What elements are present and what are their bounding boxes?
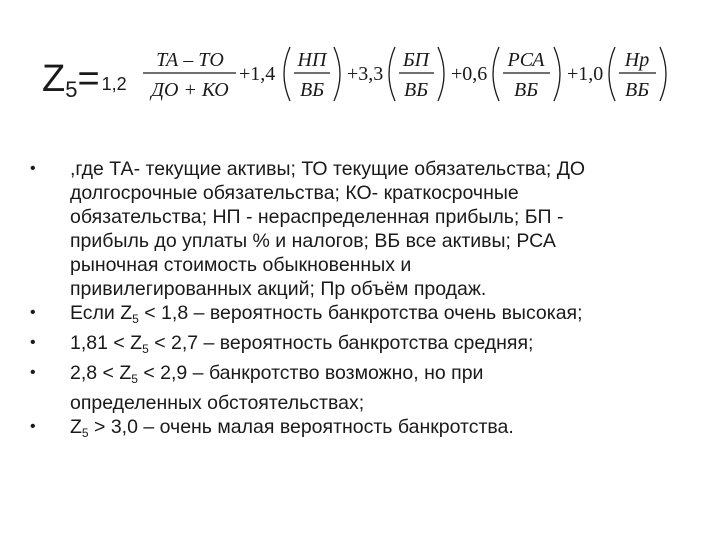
formula-label xyxy=(42,50,127,110)
paren-right-5 xyxy=(660,47,666,101)
fraction-2-numerator: НП xyxy=(297,49,327,71)
bullet-dot-icon: • xyxy=(30,364,36,381)
z-score-symbol: $Z_5=$ xyxy=(42,57,100,102)
fraction-1-denominator: ДО + КО xyxy=(151,79,229,101)
definitions-line-2: долгосрочные обязательства; КО- краткосрочные xyxy=(70,182,519,204)
bullet-very-high-risk: • Если $Z_5 < 1,8$ – вероятность банкротства очень высокая; xyxy=(30,302,583,326)
coefficient-0-6: +0,6 xyxy=(451,63,488,85)
definitions-line-5: рыночная стоимость обыкновенных и xyxy=(70,254,412,276)
fraction-3-denominator: ВБ xyxy=(403,79,429,101)
fraction-4-denominator: ВБ xyxy=(513,79,539,101)
definitions-line-6: привилегированных акций; Пр объём продаж. xyxy=(70,278,487,300)
coefficient-1-4: +1,4 xyxy=(239,63,276,85)
fraction-5-denominator: ВБ xyxy=(624,79,650,101)
bullet-definitions xyxy=(26,157,696,301)
definitions-line-3: обязательства; НП - нераспределенная прибыль; БП - xyxy=(70,206,564,228)
first-coefficient: 1,2 xyxy=(101,73,127,94)
possible-risk-line-2: определенных обстоятельствах; xyxy=(70,392,365,414)
bullet-low-risk: • $Z_5 > 3,0$ – очень малая вероятность банкротства. xyxy=(30,416,514,440)
paren-left-2 xyxy=(284,47,290,101)
definitions-line-4: прибыль до уплаты % и налогов; ВБ все активы; РСА xyxy=(70,230,556,252)
paren-right-4 xyxy=(554,47,560,101)
bullet-medium-risk: • $1,81 < Z_5 < 2,7$ – вероятность банкротства средняя; xyxy=(30,332,534,356)
bullet-dot-icon: • xyxy=(30,160,36,177)
paren-left-3 xyxy=(389,47,395,101)
bullet-dot-icon: • xyxy=(30,418,36,435)
coefficient-3-3: +3,3 xyxy=(347,63,384,85)
bullet-dot-icon: • xyxy=(30,304,36,321)
z-score-formula xyxy=(140,43,680,105)
paren-right-3 xyxy=(438,47,444,101)
fraction-3-numerator: БП xyxy=(402,49,430,71)
fraction-5-numerator: Нр xyxy=(624,49,650,71)
fraction-1-numerator: ТА – ТО xyxy=(156,49,224,71)
definitions-line-1: ,где ТА- текущие активы; ТО текущие обязательства; ДО xyxy=(70,158,586,180)
coefficient-1-0: +1,0 xyxy=(567,63,604,85)
paren-right-2 xyxy=(334,47,340,101)
bullet-dot-icon: • xyxy=(30,334,36,351)
fraction-2-denominator: ВБ xyxy=(299,79,325,101)
paren-left-4 xyxy=(493,47,499,101)
paren-left-5 xyxy=(609,47,615,101)
bullet-list xyxy=(26,157,696,445)
fraction-4-numerator: РСА xyxy=(507,49,545,71)
bullet-possible-risk: • $2,8 < Z_5 < 2,9$ – банкротство возможно, но при определенных обстоятельствах; xyxy=(26,361,696,415)
